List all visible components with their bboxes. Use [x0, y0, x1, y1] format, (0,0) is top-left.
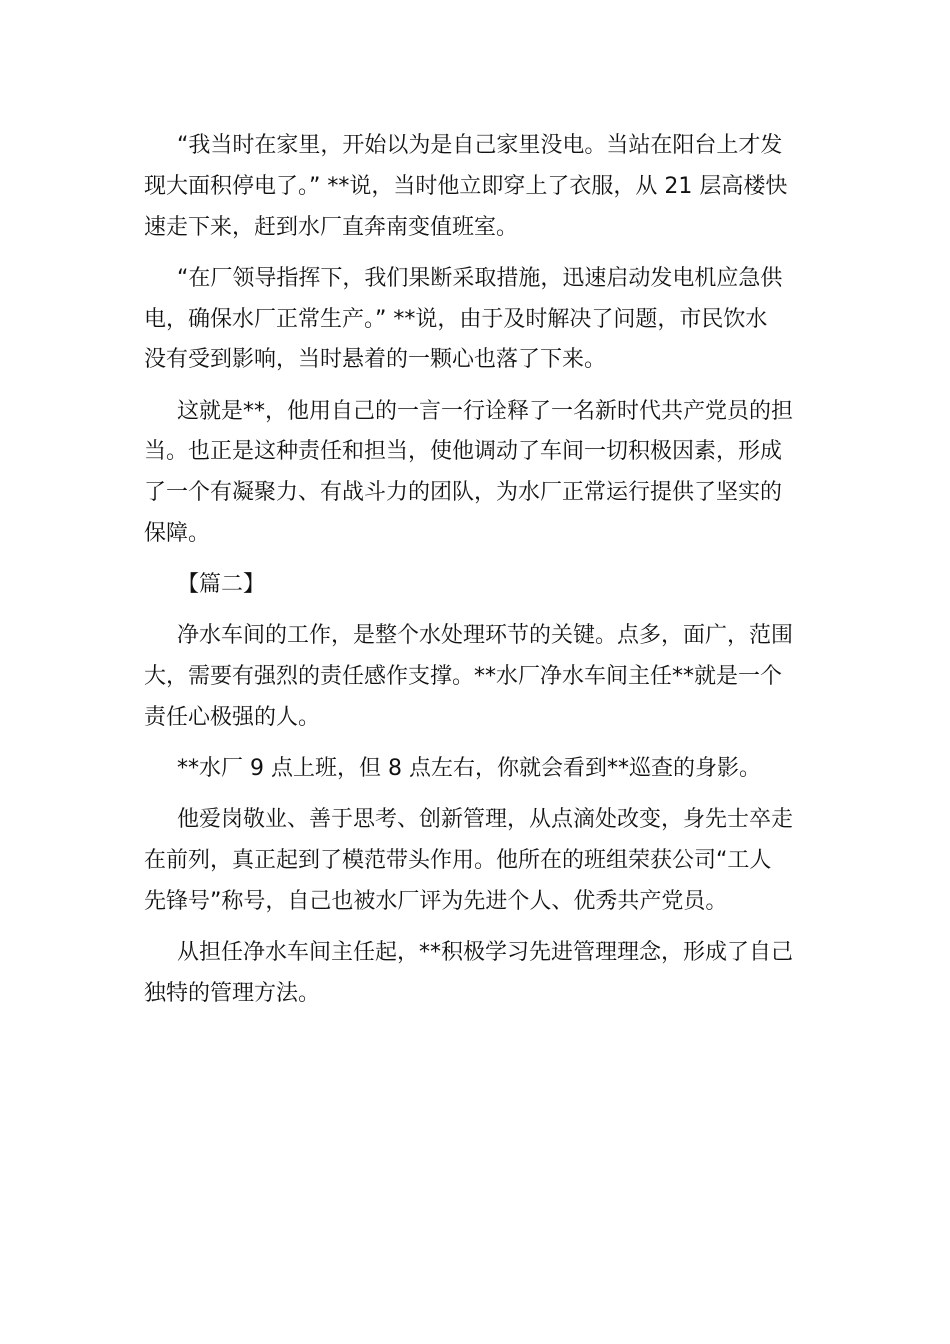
text-line: 速走下来，赶到水厂直奔南变值班室。: [144, 214, 519, 240]
paragraph-1: [144, 126, 806, 248]
paragraph-2: [144, 259, 806, 381]
text-line: 电，确保水厂正常生产。” **说，由于及时解决了问题，市民饮水: [144, 306, 768, 332]
text-line: 先锋号”称号，自己也被水厂评为先进个人、优秀共产党员。: [144, 888, 728, 914]
text-line: 独特的管理方法。: [144, 980, 321, 1006]
section-heading: 【篇二】: [177, 572, 266, 598]
text-line: 净水车间的工作，是整个水处理环节的关键。点多，面广，范围: [177, 623, 794, 649]
text-line: 他爱岗敬业、善于思考、创新管理，从点滴处改变，身先士卒走: [177, 807, 794, 833]
paragraph-4: [144, 616, 806, 738]
text-line: “在厂领导指挥下，我们果断采取措施，迅速启动发电机应急供: [177, 265, 783, 291]
document-body: [144, 126, 806, 1025]
text-line: 现大面积停电了。” **说，当时他立即穿上了衣服，从 21 层高楼快: [144, 173, 788, 199]
text-line: “我当时在家里，开始以为是自己家里没电。当站在阳台上才发: [177, 133, 783, 158]
text-line: 这就是**，他用自己的一言一行诠释了一名新时代共产党员的担: [177, 398, 794, 424]
text-line: 了一个有凝聚力、有战斗力的团队，为水厂正常运行提供了坚实的: [144, 480, 783, 506]
text-line: 在前列，真正起到了模范带头作用。他所在的班组荣获公司“工人: [144, 848, 772, 874]
paragraph-5: [144, 749, 806, 790]
paragraph-7: [144, 933, 806, 1015]
text-line: 当。也正是这种责任和担当，使他调动了车间一切积极因素，形成: [144, 439, 783, 465]
text-line: **水厂 9 点上班，但 8 点左右，你就会看到**巡查的身影。: [177, 756, 761, 782]
text-line: 从担任净水车间主任起，**积极学习先进管理理念，形成了自己: [177, 940, 794, 966]
text-line: 责任心极强的人。: [144, 704, 321, 730]
paragraph-3: [144, 392, 806, 555]
text-line: 没有受到影响，当时悬着的一颗心也落了下来。: [144, 347, 607, 373]
text-line: 大，需要有强烈的责任感作支撑。**水厂净水车间主任**就是一个: [144, 664, 783, 690]
text-line: 保障。: [144, 520, 211, 546]
paragraph-6: [144, 800, 806, 922]
